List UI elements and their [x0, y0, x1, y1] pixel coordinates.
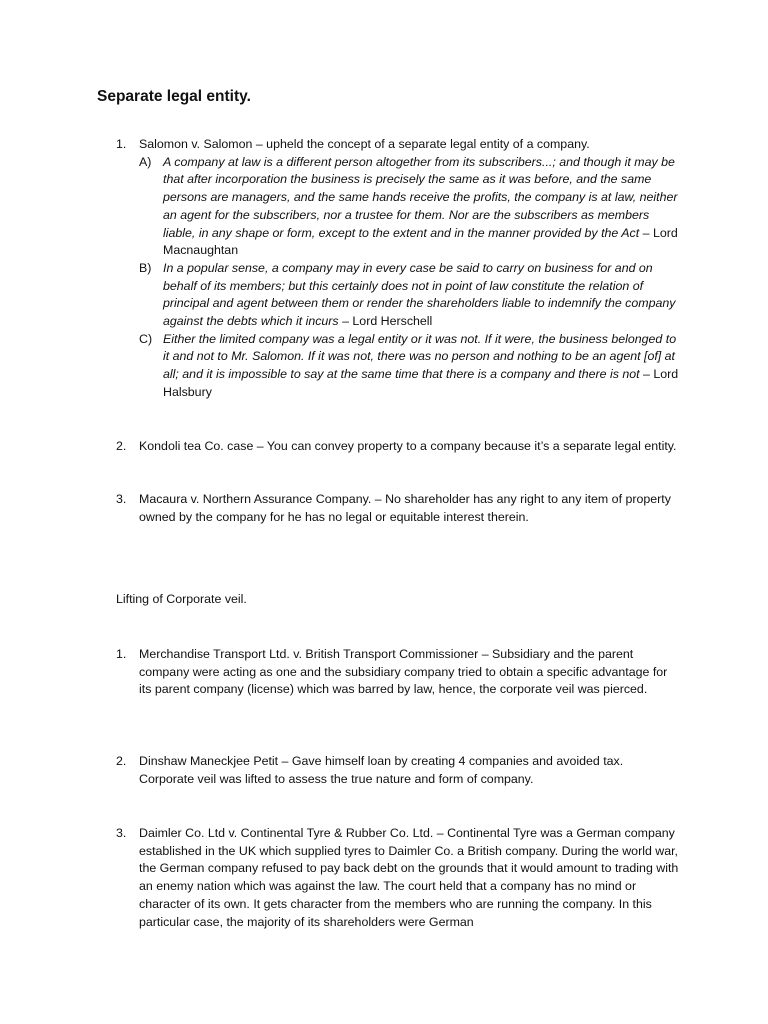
list-item-text: Salomon v. Salomon – upheld the concept of a separate legal entity of a company.	[139, 137, 590, 151]
list-item	[116, 825, 681, 931]
quote-author: – Lord Herschell	[338, 314, 433, 329]
quote-text: Either the limited company was a legal entity or it was not. If it were, the business belonged to it and not to Mr. Salomon. If it was not, there was no person and nothing to be an agent [of] at all; and it is impossible to say at the same time that there is a company and there is not	[163, 331, 677, 382]
quote-author: – Lord Halsbury	[163, 367, 679, 399]
list-number: 3.	[116, 826, 127, 840]
list-number: 1.	[116, 647, 127, 661]
quote-text: A company at law is a different person altogether from its subscribers...; and though it may be that after incorporation the business is precisely the same as it was before, and the same persons are managers, and the same hands receive the profits, the company is at law, neither an agent for the subscribers, nor a trustee for them. Nor are the subscribers as members liable, in any shape or form, except to the extent and in the manner provided by the Act	[163, 154, 678, 240]
list-item-text: Daimler Co. Ltd v. Continental Tyre & Rubber Co. Ltd. – Continental Tyre was a German company established in the UK which supplied tyres to Daimler Co. a British company. During the world war, the German company refused to pay back debt on the grounds that it would amount to trading with an enemy nation which was against the law. The court held that a company has no mind or character of its own. It gets character from the members who are running the company. In this particular case, the majority of its shareholders were German	[139, 826, 679, 929]
sub-list-item	[139, 154, 681, 260]
section1-list	[116, 136, 681, 402]
sub-list-item	[139, 260, 681, 331]
list-item	[116, 753, 681, 788]
section1-list-cont	[116, 491, 681, 526]
section-title-separate-legal-entity: Separate legal entity.	[97, 88, 251, 105]
quote-author: – Lord Macnaughtan	[163, 225, 678, 258]
section-title-lifting-corporate-veil: Lifting of Corporate veil.	[116, 592, 247, 606]
list-item-text: Kondoli tea Co. case – You can convey property to a company because it’s a separate legal entity.	[139, 439, 677, 453]
list-item	[116, 136, 681, 402]
quote-text: In a popular sense, a company may in every case be said to carry on business for and on behalf of its members; but this certainly does not in point of law constitute the relation of principal and agent between them or render the shareholders liable to indemnify the company against the debts which it incurs	[163, 260, 676, 329]
section1-list-cont	[116, 438, 681, 456]
list-item	[116, 491, 681, 526]
list-item	[116, 438, 681, 456]
list-item	[116, 646, 681, 699]
list-number: 1.	[116, 137, 127, 151]
list-item-text: Dinshaw Maneckjee Petit – Gave himself loan by creating 4 companies and avoided tax. Corporate veil was lifted to assess the true nature and form of company.	[139, 754, 624, 786]
list-number: 3.	[116, 492, 127, 506]
sub-list	[139, 154, 681, 402]
sub-list-item	[139, 331, 681, 402]
section2-list-cont	[116, 753, 681, 788]
list-item-text: Macaura v. Northern Assurance Company. – No shareholder has any right to any item of property owned by the company for he has no legal or equitable interest therein.	[139, 492, 671, 524]
list-item-text: Merchandise Transport Ltd. v. British Transport Commissioner – Subsidiary and the parent company were acting as one and the subsidiary company tried to obtain a specific advantage for its parent company (license) which was barred by law, hence, the corporate veil was pierced.	[139, 647, 668, 697]
list-number: 2.	[116, 439, 127, 453]
sub-list-letter: A)	[139, 154, 152, 169]
section2-list	[116, 646, 681, 699]
section2-list-cont	[116, 825, 681, 931]
list-number: 2.	[116, 754, 127, 768]
sub-list-letter: C)	[139, 331, 153, 346]
sub-list-letter: B)	[139, 260, 152, 275]
